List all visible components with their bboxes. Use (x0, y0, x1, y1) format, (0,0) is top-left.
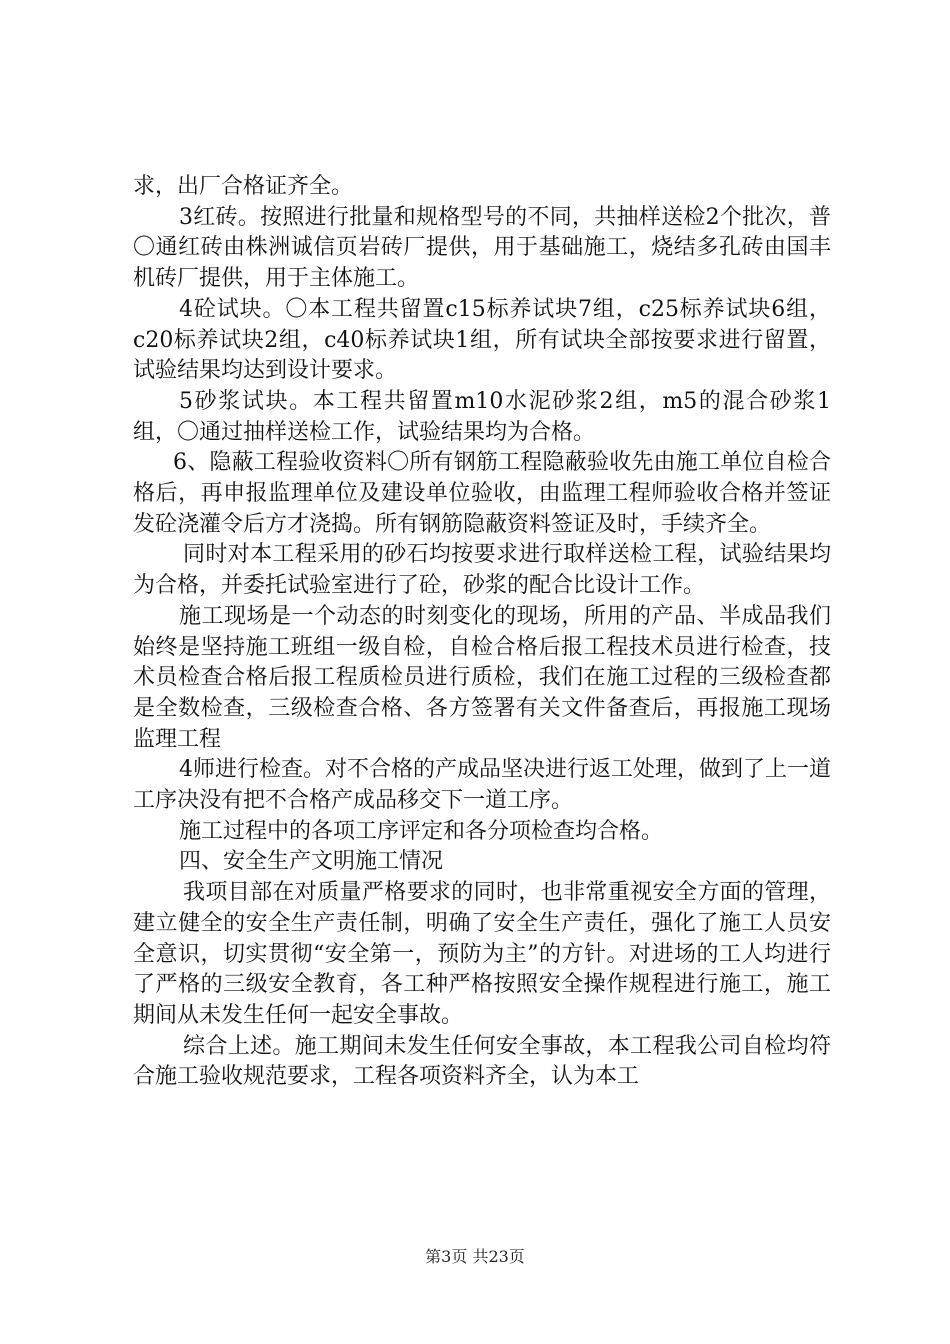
paragraph: 施工现场是一个动态的时刻变化的现场，所用的产品、半成品我们始终是坚持施工班组一级自检，自检合格后报工程技术员进行检查，技术员检查合格后报工程质检员进行质检，我们在施工过程的三级检查都是全数检查，三级检查合格、各方签署有关文件备查后，再报施工现场监理工程 (133, 603, 831, 752)
document-body (133, 172, 831, 1093)
paragraph: 5砂浆试块。本工程共留置m10水泥砂浆2组，m5的混合砂浆1组，〇通过抽样送检工作，试验结果均为合格。 (133, 388, 831, 445)
paragraph: 我项目部在对质量严格要求的同时，也非常重视安全方面的管理，建立健全的安全生产责任制，明确了安全生产责任，强化了施工人员安全意识，切实贯彻“安全第一，预防为主”的方针。对进场的工人均进行了严格的三级安全教育，各工种严格按照安全操作规程进行施工，施工期间从未发生任何一起安全事故。 (133, 880, 831, 1028)
paragraph: 同时对本工程采用的砂石均按要求进行取样送检工程，试验结果均为合格，并委托试验室进行了砼，砂浆的配合比设计工作。 (133, 542, 831, 599)
section-heading: 四、安全生产文明施工情况 (179, 849, 444, 875)
page-number-footer: 第3页 共23页 (425, 1247, 525, 1266)
paragraph: 3红砖。按照进行批量和规格型号的不同，共抽样送检2个批次，普〇通红砖由株洲诚信页岩砖厂提供，用于基础施工，烧结多孔砖由国丰机砖厂提供，用于主体施工。 (133, 204, 831, 292)
paragraph: 4师进行检查。对不合格的产成品坚决进行返工处理，做到了上一道工序决没有把不合格产成品移交下一道工序。 (133, 757, 831, 814)
paragraph: 综合上述。施工期间未发生任何安全事故，本工程我公司自检均符合施工验收规范要求，工程各项资料齐全，认为本工 (133, 1033, 831, 1090)
paragraph: 6、隐蔽工程验收资料〇所有钢筋工程隐蔽验收先由施工单位自检合格后，再申报监理单位及建设单位验收，由监理工程师验收合格并签证发砼浇灌令后方才浇捣。所有钢筋隐蔽资料签证及时，手续齐全。 (133, 450, 831, 537)
paragraph: 求，出厂合格证齐全。 (133, 174, 354, 199)
paragraph: 4砼试块。〇本工程共留置c15标养试块7组，c25标养试块6组，c20标养试块2组，c40标养试块1组，所有试块全部按要求进行留置，试验结果均达到设计要求。 (133, 296, 831, 384)
paragraph: 施工过程中的各项工序评定和各分项检查均合格。 (179, 818, 664, 844)
